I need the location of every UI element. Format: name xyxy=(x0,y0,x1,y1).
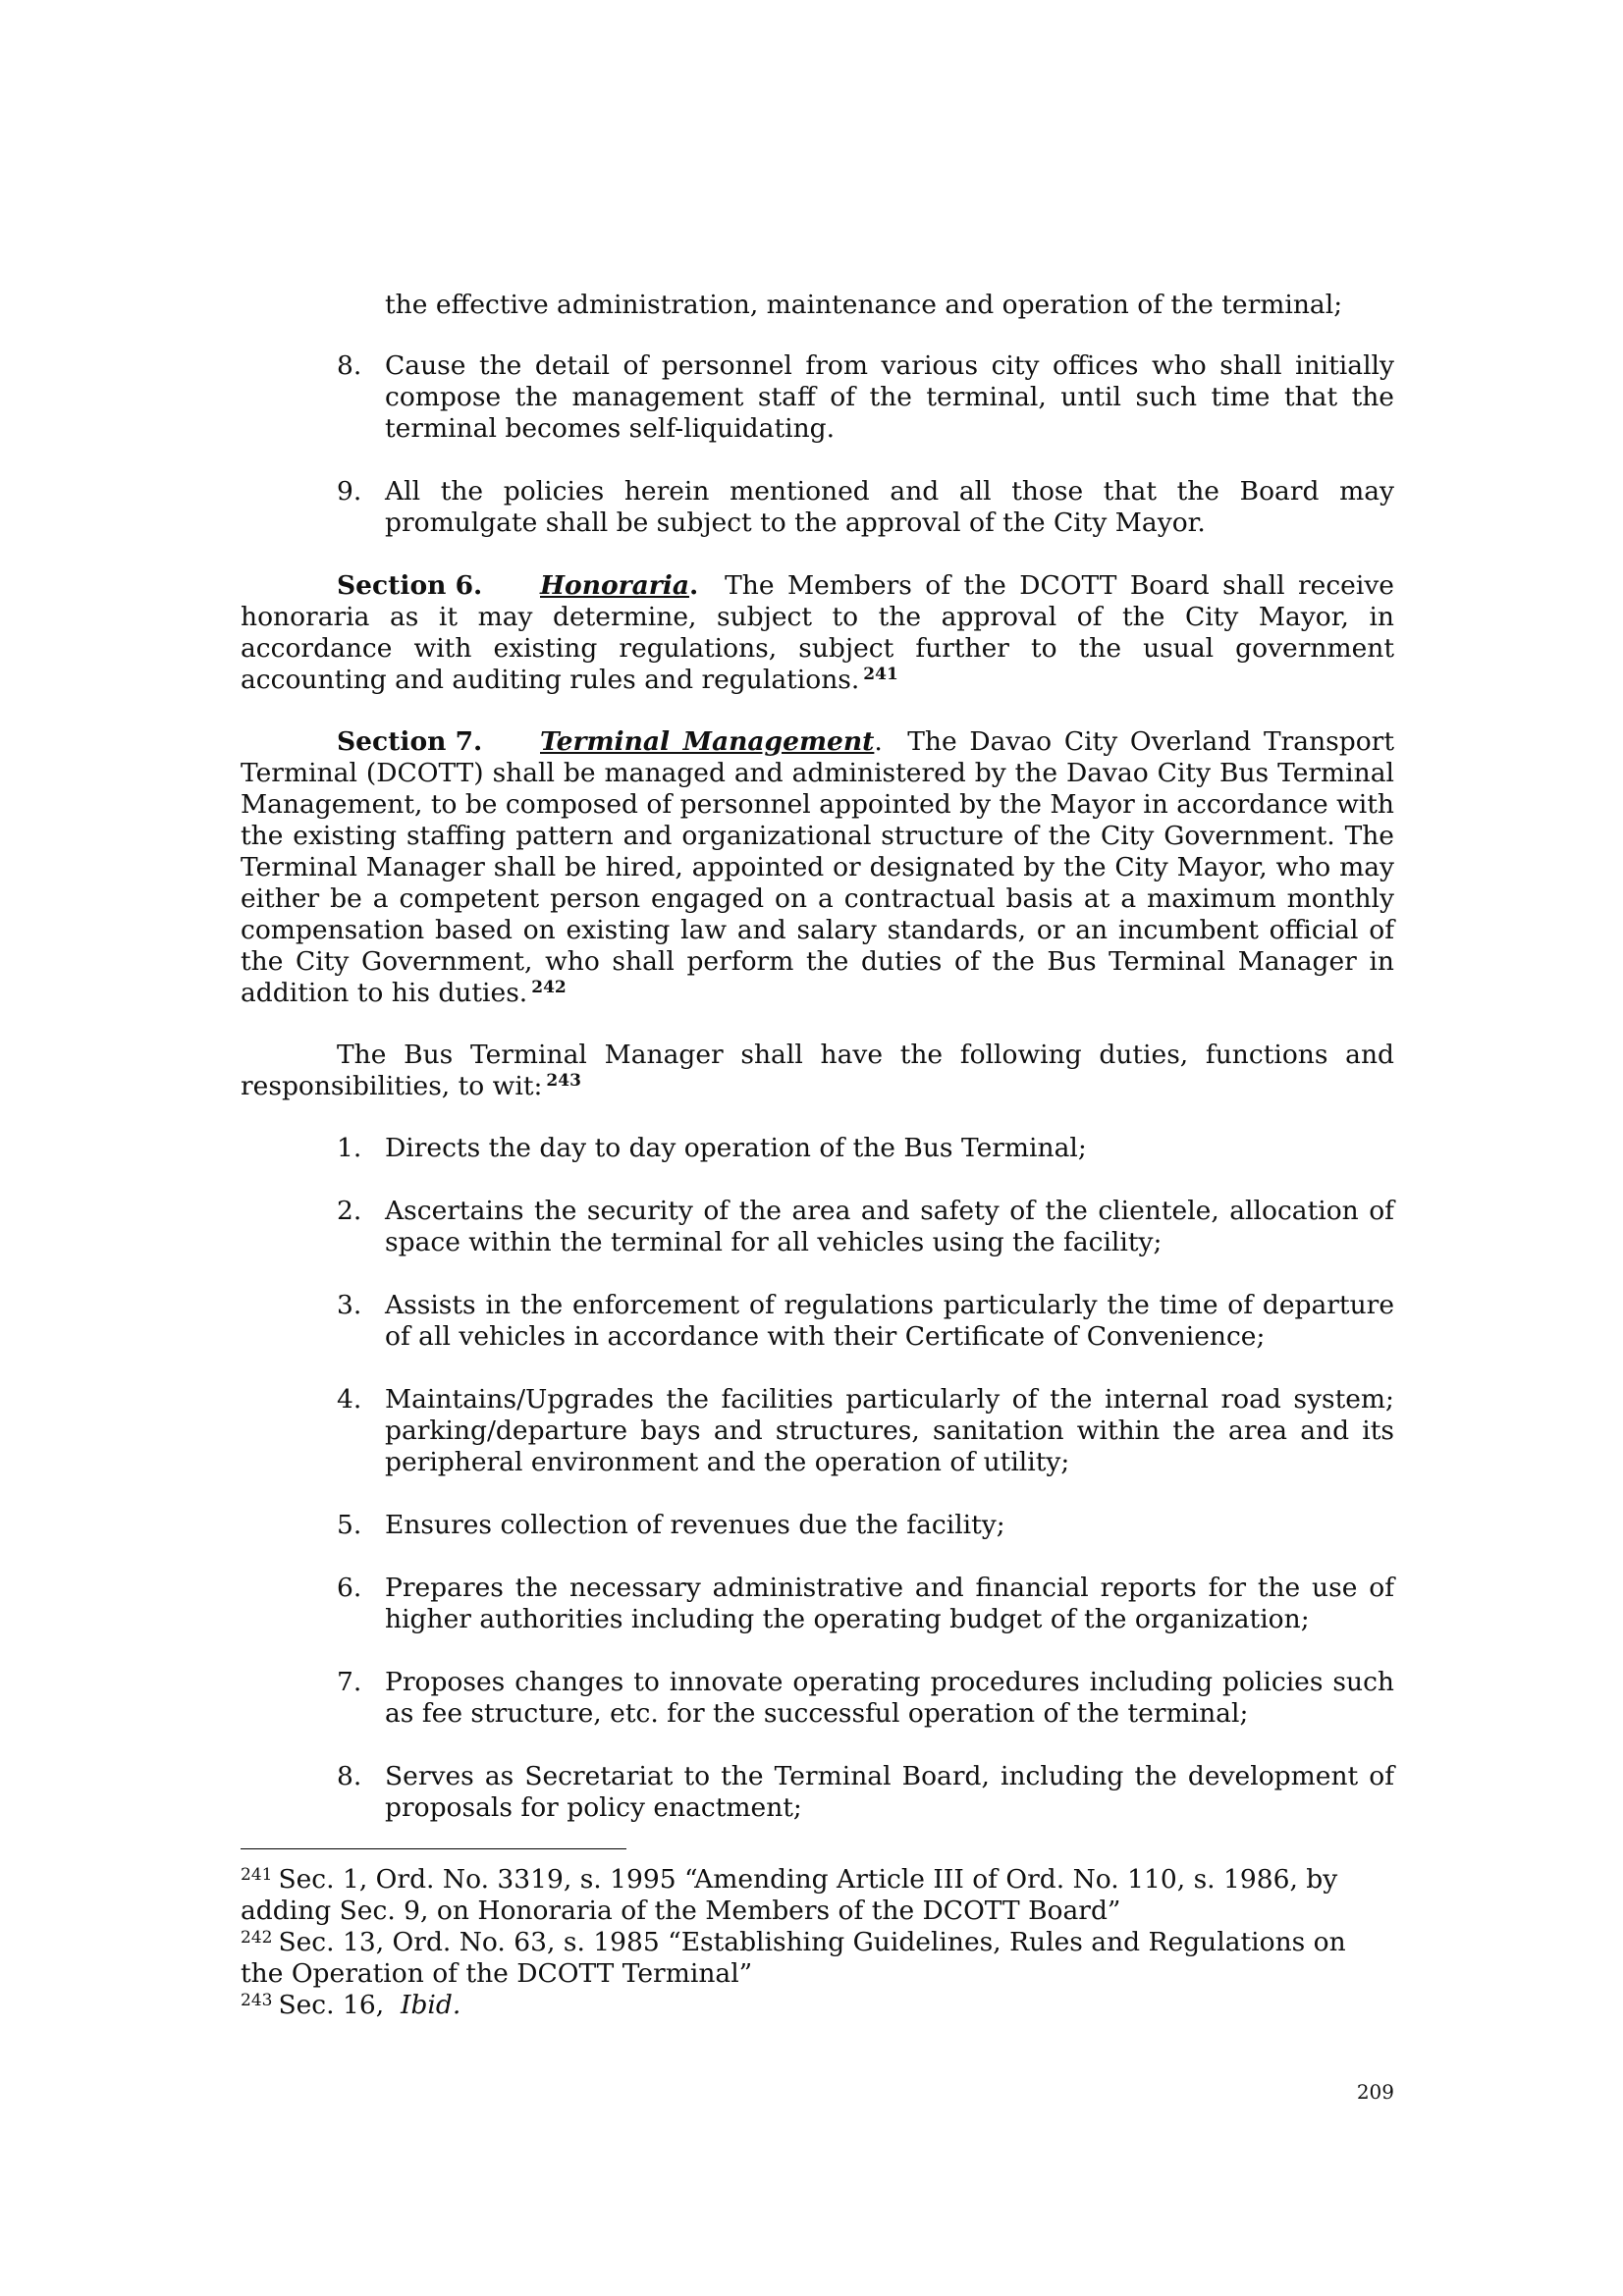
list-item xyxy=(337,476,1394,539)
list-item-text: Assists in the enforcement of regulations particularly the time of departure of all vehicles in accordance with their Certificate of Convenience; xyxy=(385,1290,1394,1352)
page-body xyxy=(241,290,1394,1855)
list-item xyxy=(337,1667,1394,1730)
list-a xyxy=(241,350,1394,539)
footnote-number: 241 xyxy=(241,1865,273,1885)
list-item xyxy=(337,1196,1394,1258)
footnote-242 xyxy=(241,1927,1394,1990)
section-6-title-end: . xyxy=(689,570,699,601)
footnote-text: Sec. 13, Ord. No. 63, s. 1985 “Establishing Guidelines, Rules and Regulations on the Operation of the DCOTT Terminal” xyxy=(241,1927,1346,1989)
list-item xyxy=(337,1384,1394,1478)
list-item-text: Prepares the necessary administrative and financial reports for the use of higher authorities including the operating budget of the organization; xyxy=(385,1573,1394,1634)
section-7-title-end: . xyxy=(874,726,883,757)
list-item-number: 3. xyxy=(337,1290,362,1320)
list-item-number: 2. xyxy=(337,1196,362,1226)
section-6 xyxy=(241,570,1394,696)
footnotes xyxy=(241,1864,1394,2021)
list-item-text: Ensures collection of revenues due the facility; xyxy=(385,1510,1005,1540)
section-7-body: The Davao City Overland Transport Terminal (DCOTT) shall be managed and administered by the Davao City Bus Terminal Management, to be composed of personnel appointed by the Mayor in accordance with the existing staffing pattern and organizational structure of the City Government. The Terminal Manager shall be hired, appointed or designated by the City Mayor, who may either be a competent person engaged on a contractual basis at a maximum monthly compensation based on existing law and salary standards, or an incumbent official of the City Government, who shall perform the duties of the Bus Terminal Manager in addition to his duties. xyxy=(241,726,1394,1008)
duties-intro-text: The Bus Terminal Manager shall have the following duties, functions and responsibilities, to wit: xyxy=(241,1040,1394,1101)
footnote-separator xyxy=(241,1848,626,1849)
section-6-number: Section 6. xyxy=(337,570,483,601)
footnote-number: 243 xyxy=(241,1991,273,2010)
list-item-number: 5. xyxy=(337,1510,362,1540)
section-7-title: Terminal Management xyxy=(540,726,875,757)
list-item-number: 9. xyxy=(337,476,362,507)
footnote-number: 242 xyxy=(241,1928,273,1948)
list-item-number: 8. xyxy=(337,1761,362,1791)
duties-intro xyxy=(241,1040,1394,1102)
list-item xyxy=(337,1761,1394,1824)
list-item-text: Proposes changes to innovate operating procedures including policies such as fee structure, etc. for the successful operation of the terminal; xyxy=(385,1667,1394,1729)
list-item-text: Serves as Secretariat to the Terminal Board, including the development of proposals for policy enactment; xyxy=(385,1761,1394,1823)
footnote-241 xyxy=(241,1864,1394,1927)
list-item xyxy=(337,1573,1394,1635)
footnote-243 xyxy=(241,1990,1394,2021)
footnote-ref-243[interactable]: 243 xyxy=(546,1071,581,1091)
section-7 xyxy=(241,726,1394,1009)
duties-list xyxy=(241,1133,1394,1824)
footnote-italic: Ibid. xyxy=(400,1990,461,2020)
list-item-text: Cause the detail of personnel from various city offices who shall initially compose the management staff of the terminal, until such time that the terminal becomes self-liquidating. xyxy=(385,350,1394,444)
list-item-text: All the policies herein mentioned and all those that the Board may promulgate shall be subject to the approval of the City Mayor. xyxy=(385,476,1394,538)
continuation-text: the effective administration, maintenance and operation of the terminal; xyxy=(385,290,1343,320)
list-item-number: 1. xyxy=(337,1133,362,1163)
footnote-ref-242[interactable]: 242 xyxy=(531,978,567,997)
list-item-number: 7. xyxy=(337,1667,362,1697)
footnote-text: Sec. 16, xyxy=(278,1990,385,2020)
page-number: 209 xyxy=(1356,2080,1394,2104)
list-item-number: 4. xyxy=(337,1384,362,1415)
list-item xyxy=(337,350,1394,445)
list-item-text: Ascertains the security of the area and safety of the clientele, allocation of space within the terminal for all vehicles using the facility; xyxy=(385,1196,1394,1257)
section-6-title: Honoraria xyxy=(540,570,689,601)
footnote-text: Sec. 1, Ord. No. 3319, s. 1995 “Amending Article III of Ord. No. 110, s. 1986, by adding Sec. 9, on Honoraria of the Members of the DCOTT Board” xyxy=(241,1864,1338,1926)
list-item-number: 8. xyxy=(337,350,362,381)
section-6-body: The Members of the DCOTT Board shall receive honoraria as it may determine, subject to the approval of the City Mayor, in accordance with existing regulations, subject further to the usual government accounting and auditing rules and regulations. xyxy=(241,570,1394,695)
list-item-text: Maintains/Upgrades the facilities particularly of the internal road system; parking/departure bays and structures, sanitation within the area and its peripheral environment and the operation of utility; xyxy=(385,1384,1394,1477)
list-item-number: 6. xyxy=(337,1573,362,1603)
list-item-text: Directs the day to day operation of the Bus Terminal; xyxy=(385,1133,1087,1163)
list-item xyxy=(337,1510,1394,1541)
list-item xyxy=(337,1290,1394,1353)
section-7-number: Section 7. xyxy=(337,726,483,757)
list-item xyxy=(337,1133,1394,1164)
footnote-ref-241[interactable]: 241 xyxy=(863,665,898,684)
